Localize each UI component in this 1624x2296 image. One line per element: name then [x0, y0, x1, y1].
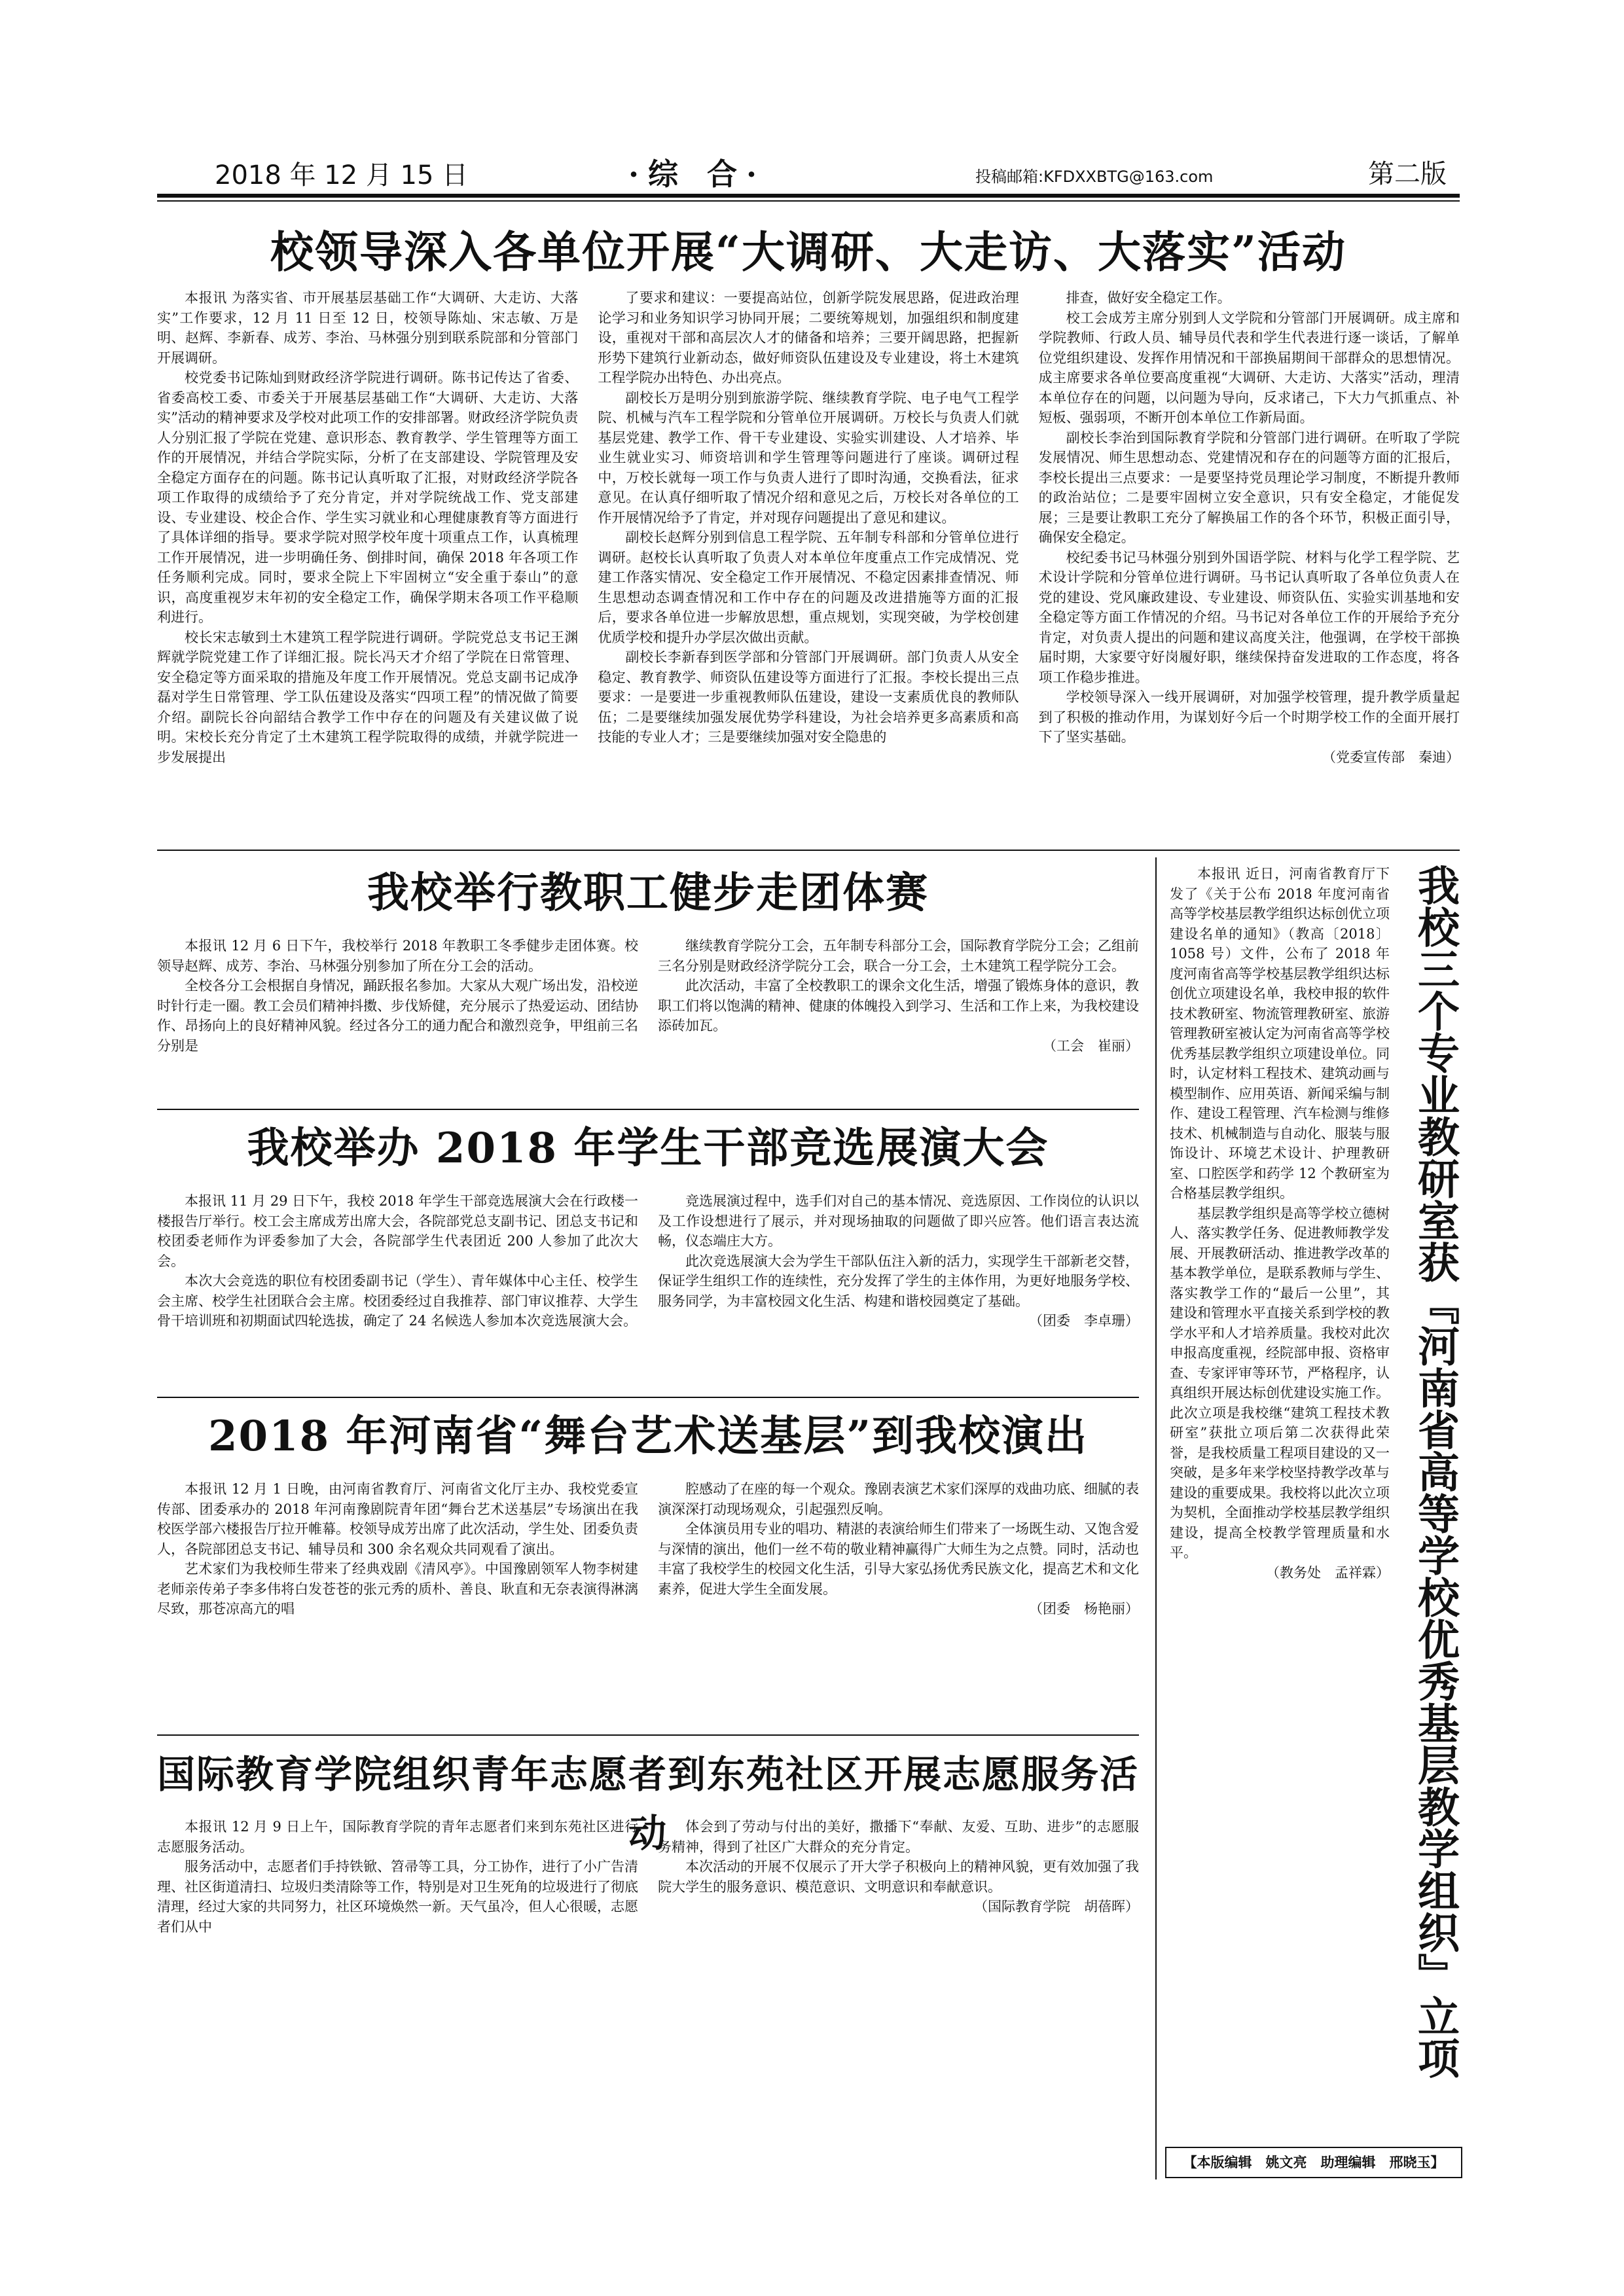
article-research-activity: [157, 223, 1460, 877]
article-column: [658, 1817, 1139, 1937]
article-volunteers: [157, 1745, 1139, 1937]
sidebar-article: [1155, 857, 1461, 2179]
article-column: [658, 1479, 1139, 1619]
byline: （团委 杨艳丽）: [1029, 1601, 1139, 1617]
section-divider: [157, 1397, 1139, 1398]
paragraph: 竞选展演过程中，选手们对自己的基本情况、竞选原因、工作岗位的认识以及工作设想进行了展示，并对现场抽取的问题做了即兴应答。他们语言表达流畅，仪态端庄大方。: [658, 1193, 1139, 1249]
paragraph: 继续教育学院分工会，五年制专科部分工会，国际教育学院分工会；乙组前三名分别是财政经济学院分工会，联合一分工会，土木建筑工程学院分工会。: [658, 938, 1139, 974]
article-title: 国际教育学院组织青年志愿者到东苑社区开展志愿服务活动: [157, 1752, 1140, 1856]
paragraph: 校党委书记陈灿到财政经济学院进行调研。陈书记传达了省委、省委高校工委、市委关于开展基层基础工作“大调研、大走访、大落实”活动的精神要求及学校对此项工作的安排部署。财政经济学院负责人分别汇报了学院在党建、意识形态、教育教学、学生管理等方面工作的开展情况，并结合学院实际，分析了在支部建设、学院管理及安全稳定方面存在的问题。陈书记认真听取了汇报，对财政经济学院各项工作取得的成绩给予了充分肯定，并对学院统战工作、党支部建设、专业建设、校企合作、学生实习就业和心理健康教育等方面进行了具体详细的指导。要求学院对照学校年度十项重点工作，认真梳理工作开展情况，进一步明确任务、倒排时间，确保 2018 年各项工作任务顺利完成。同时，要求全院上下牢固树立“安全重于泰山”的意识，高度重视岁末年初的安全稳定工作，确保学期末各项工作平稳顺利进行。: [157, 370, 579, 625]
article-student-election: [157, 1119, 1139, 1331]
newspaper-page: [157, 151, 1460, 2170]
paragraph: 全校各分工会根据自身情况，踊跃报名参加。大家从大观广场出发，沿校逆时针行走一圈。教工会员们精神抖擞、步伐矫健，充分展示了热爱运动、团结协作、昂扬向上的良好精神风貌。经过各分工的通力配合和激烈竞争，甲组前三名分别是: [157, 978, 638, 1054]
paragraph: 校长宋志敏到土木建筑工程学院进行调研。学院党总支书记王渊辉就学院党建工作了详细汇报。院长冯天才介绍了学院在日常管理、安全稳定等方面采取的措施及年度工作开展情况。党总支副书记成净磊对学生日常管理、学工队伍建设及落实“四项工程”的情况做了简要介绍。副院长谷向韶结合教学工作中存在的问题及有关建议做了说明。宋校长充分肯定了土木建筑工程学院取得的成绩，并就学院进一步发展提出: [157, 629, 579, 765]
paragraph: 副校长赵辉分别到信息工程学院、五年制专科部和分管单位进行调研。赵校长认真听取了负责人对本单位年度重点工作完成情况、党建工作落实情况、安全稳定工作开展情况、不稳定因素排查情况、师生思想动态调查情况和工作中存在的问题及改进措施等方面的汇报后，要求各单位进一步解放思想，重点规划，实现突破，为学校创建优质学校和提升办学层次做出贡献。: [598, 529, 1019, 645]
byline: （国际教育学院 胡蓓晖）: [974, 1899, 1139, 1914]
article-column: [598, 288, 1019, 877]
article-column: [157, 1479, 638, 1619]
paragraph: 服务活动中，志愿者们手持铁锨、笤帚等工具，分工协作，进行了小广告清理、社区街道清扫、垃圾归类清除等工作，特别是对卫生死角的垃圾进行了彻底清理，经过大家的共同努力，社区环境焕然一新。天气虽冷，但人心很暖，志愿者们从中: [157, 1859, 638, 1935]
article-walking-contest: [157, 864, 1139, 1056]
paragraph: 副校长李治到国际教育学院和分管部门进行调研。在听取了学院发展情况、师生思想动态、党建情况和存在的问题等方面的汇报后，李校长提出三点要求：一是要坚持党员理论学习制度，不断提升教师的政治站位；二是要牢固树立安全意识，只有安全稳定，才能促发展；三是要让教职工充分了解换届工作的各个环节，积极正面引导，确保安全稳定。: [1038, 429, 1460, 545]
paragraph: 本次大会竞选的职位有校团委副书记（学生）、青年媒体中心主任、校学生会主席、校学生社团联合会主席。校团委经过自我推荐、部门审议推荐、大学生骨干培训班和初期面试四轮选拔，确定了 24 名候选人参加本次竞选展演大会。: [157, 1273, 638, 1329]
article-column: [157, 1191, 638, 1331]
byline: （工会 崔丽）: [1043, 1037, 1139, 1054]
section-divider: [157, 1734, 1139, 1736]
paragraph: 排查，做好安全稳定工作。: [1066, 290, 1231, 306]
masthead: [157, 151, 1460, 196]
article-column: [658, 936, 1139, 1056]
paragraph: 本报讯 为落实省、市开展基层基础工作“大调研、大走访、大落实”工作要求，12 月 11 日至 12 日，校领导陈灿、宋志敏、万是明、赵辉、李新春、成芳、李治、马林强分别到联系院部和分管部门开展调研。: [157, 290, 579, 366]
paragraph: 此次活动，丰富了全校教职工的课余文化生活，增强了锻炼身体的意识，教职工们将以饱满的精神、健康的体魄投入到学习、生活和工作上来，为我校建设添砖加瓦。: [658, 978, 1139, 1033]
paragraph: 本次活动的开展不仅展示了开大学子积极向上的精神风貌，更有效加强了我院大学生的服务意识、模范意识、文明意识和奉献意识。: [658, 1859, 1139, 1895]
paragraph: 艺术家们为我校师生带来了经典戏剧《清风亭》。中国豫剧领军人物李树建老师亲传弟子李多伟将白发苍苍的张元秀的质朴、善良、耿直和无奈表演得淋漓尽致，那苍凉高亢的唱: [157, 1561, 638, 1617]
paragraph: 本报讯 12 月 9 日上午，国际教育学院的青年志愿者们来到东苑社区进行志愿服务活动。: [157, 1819, 638, 1855]
paragraph: 此次竞选展演大会为学生干部队伍注入新的活力，实现学生干部新老交替，保证学生组织工作的连续性，充分发挥了学生的主体作用，为更好地服务学校、服务同学，为丰富校园文化生活、构建和谐校园奠定了基础。: [658, 1253, 1139, 1309]
article-column: [157, 936, 638, 1056]
section-name: ·综 合·: [628, 156, 767, 192]
byline: （教务处 孟祥霖）: [1266, 1564, 1390, 1581]
issue-date: 2018 年 12 月 15 日: [215, 160, 469, 190]
section-divider: [157, 850, 1460, 851]
article-title: 2018 年河南省“舞台艺术送基层”到我校演出: [208, 1412, 1089, 1461]
paragraph: 本报讯 近日，河南省教育厅下发了《关于公布 2018 年度河南省高等学校基层教学组织达标创优立项建设名单的通知》（教高〔2018〕1058 号）文件，公布了 2018 年度河南省高等学校基层教学组织达标创优立项建设名单，我校申报的软件技术教研室、物流管理教研室、旅游管理教研室被认定为河南省高等学校优秀基层教学组织立项建设单位。同时，认定材料工程技术、建筑动画与模型制作、应用英语、新闻采编与制作、建设工程管理、汽车检测与维修技术、机械制造与自动化、服装与服饰设计、环境艺术设计、护理教研室、口腔医学和药学 12 个教研室为合格基层教学组织。: [1170, 866, 1390, 1201]
paragraph: 本报讯 11 月 29 日下午，我校 2018 年学生干部竞选展演大会在行政楼一楼报告厅举行。校工会主席成芳出席大会，各院部党总支副书记、团总支书记和校团委老师作为评委参加了大会，各院部学生代表团近 200 人参加了此次大会。: [157, 1193, 638, 1269]
article-column: [1039, 288, 1460, 877]
paragraph: 副校长万是明分别到旅游学院、继续教育学院、电子电气工程学院、机械与汽车工程学院和分管单位开展调研。万校长与负责人们就基层党建、教学工作、骨干专业建设、实验实训建设、人才培养、毕业生就业实习、师资培训和学生管理等问题进行了座谈。调研过程中，万校长就每一项工作与负责人进行了即时沟通，交换看法，征求意见。在认真仔细听取了情况介绍和意见之后，万校长对各单位的工作开展情况给予了肯定，并对现存问题提出了意见和建议。: [598, 389, 1019, 526]
paragraph: 校工会成芳主席分别到人文学院和分管部门开展调研。成主席和学院教师、行政人员、辅导员代表和学生代表进行逐一谈话，了解单位党组织建设、发挥作用情况和干部换届期间干部群众的思想情况。成主席要求各单位要高度重视“大调研、大走访、大落实”活动，理清本单位存在的问题，以问题为导向，反求诸己，下大力气抓重点、补短板、强弱项，不断开创本单位工作新局面。: [1038, 310, 1460, 425]
article-column: [157, 1817, 638, 1937]
edition-number: 第二版: [1368, 159, 1447, 189]
paragraph: 副校长李新春到医学部和分管部门开展调研。部门负责人从安全稳定、教育教学、师资队伍建设等方面进行了汇报。李校长提出三点要求：一是要进一步重视教师队伍建设，建设一支素质优良的教师队伍；二是要继续加强发展优势学科建设，为社会培养更多高素质和高技能的专业人才；三是要继续加强对安全隐患的: [598, 649, 1019, 745]
paragraph: 校纪委书记马林强分别到外国语学院、材料与化学工程学院、艺术设计学院和分管单位进行调研。马书记认真听取了各单位负责人在党的建设、党风廉政建设、专业建设、师资队伍、实验实训基地和安全稳定等方面工作情况的介绍。马书记对各单位工作的开展给予充分肯定，对负责人提出的问题和建议高度关注，他强调，在学校干部换届时期，大家要守好岗履好职，继续保持奋发进取的工作态度，将各项工作稳步推进。: [1038, 549, 1460, 685]
sidebar-title: 我校三个专业教研室获『河南省高等学校优秀基层教学组织』立项: [1411, 864, 1460, 2079]
masthead-rule: [157, 194, 1460, 198]
article-column: [658, 1191, 1139, 1331]
paragraph: 了要求和建议：一要提高站位，创新学院发展思路，促进政治理论学习和业务知识学习协同开展；二要统筹规划，加强组织和制度建设，重视对干部和高层次人才的储备和培养；三要开阔思路，把握新形势下建筑行业新动态，做好师资队伍建设及专业建设，将土木建筑工程学院办出特色、办出亮点。: [598, 290, 1019, 386]
paragraph: 全体演员用专业的唱功、精湛的表演给师生们带来了一场既生动、又饱含爱与深情的演出，他们一丝不苟的敬业精神赢得广大师生为之点赞。同时，活动也丰富了我校学生的校园文化生活，引导大家弘扬优秀民族文化，提高艺术和文化素养，促进大学生全面发展。: [658, 1521, 1139, 1597]
byline: （团委 李卓珊）: [1029, 1313, 1139, 1329]
submission-email: 投稿邮箱:KFDXXBTG@163.com: [975, 168, 1214, 186]
article-stage-art: [157, 1407, 1139, 1619]
paragraph: 本报讯 12 月 6 日下午，我校举行 2018 年教职工冬季健步走团体赛。校领导赵辉、成芳、李治、马林强分别参加了所在分工会的活动。: [157, 938, 638, 974]
paragraph: 学校领导深入一线开展调研，对加强学校管理，提升教学质量起到了积极的推动作用，为谋划好今后一个时期学校工作的全面开展打下了坚实基础。: [1038, 689, 1460, 745]
paragraph: 基层教学组织是高等学校立德树人、落实教学任务、促进教师教学发展、开展教研活动、推进教学改革的基本教学单位，是联系教师与学生、落实教学工作的“最后一公里”，其建设和管理水平直接关系到学校的教学水平和人才培养质量。我校对此次申报高度重视，经院部申报、资格审查、专家评审等环节，严格程序，认真组织开展达标创优建设实施工作。此次立项是我校继“建筑工程技术教研室”获批立项后第二次获得此荣誉，是我校质量工程项目建设的又一突破，是多年来学校坚持教学改革与建设的重要成果。我校将以此次立项为契机，全面推动学校基层教学组织建设，提高全校教学管理质量和水平。: [1170, 1205, 1390, 1560]
article-title: 校领导深入各单位开展“大调研、大走访、大落实”活动: [270, 226, 1346, 278]
paragraph: 腔感动了在座的每一个观众。豫剧表演艺术家们深厚的戏曲功底、细腻的表演深深打动现场观众，引起强烈反响。: [658, 1481, 1139, 1517]
article-column: [157, 288, 578, 877]
masthead-rule-thin: [157, 200, 1460, 202]
editor-credits: 【本版编辑 姚文亮 助理编辑 邢晓玉】: [1165, 2147, 1462, 2178]
byline: （党委宣传部 秦迪）: [1322, 749, 1460, 765]
article-title: 我校举行教职工健步走团体赛: [367, 869, 929, 918]
section-divider: [157, 1109, 1139, 1110]
paragraph: 本报讯 12 月 1 日晚，由河南省教育厅、河南省文化厅主办、我校党委宣传部、团委承办的 2018 年河南豫剧院青年团“舞台艺术送基层”专场演出在我校医学部六楼报告厅拉开帷幕。校领导成芳出席了此次活动，学生处、团委负责人，各院部团总支书记、辅导员和 300 余名观众共同观看了演出。: [157, 1481, 638, 1557]
sidebar-body: [1170, 864, 1390, 1583]
paragraph: 体会到了劳动与付出的美好，撒播下“奉献、友爱、互助、进步”的志愿服务精神，得到了社区广大群众的充分肯定。: [658, 1819, 1139, 1855]
article-title: 我校举办 2018 年学生干部竞选展演大会: [247, 1124, 1049, 1173]
